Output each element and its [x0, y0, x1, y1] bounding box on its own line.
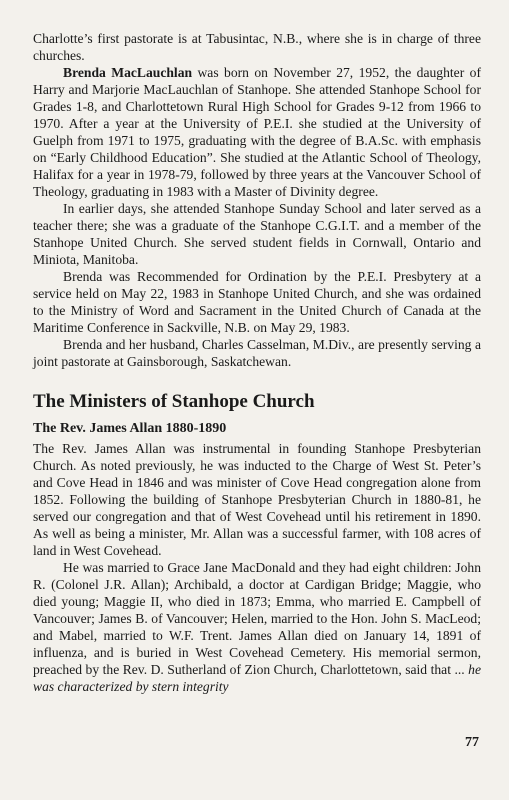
paragraph-brenda-ordination: Brenda was Recommended for Ordination by the P.E.I. Presbytery at a service held on May 22, 1983 in Stanhope United Church, and she was ordained to the Ministry of Word and Sacrament in the United Church of Canada at the Maritime Conference in Sackville, N.B. on May 29, 1983.: [33, 269, 481, 335]
page-number: 77: [465, 735, 479, 750]
subheading-james-allan: The Rev. James Allan 1880-1890: [33, 421, 227, 436]
paragraph-james-allan-founding: The Rev. James Allan was instrumental in founding Stanhope Presbyterian Church. As noted previously, he was inducted to the Charge of West St. Peter’s and Cove Head in 1846 and was minister of Cove Head congregation alone from 1852. Following the building of Stanhope Presbyterian Church in 1880-81, he served our congregation and that of West Covehead until his retirement in 1890. As well as being a minister, Mr. Allan was a successful farmer, with 108 acres of land in West Covehead.: [33, 441, 481, 558]
section-heading-ministers: The Ministers of Stanhope Church: [33, 391, 315, 412]
brenda-name: Brenda MacLauchlan: [63, 65, 193, 80]
paragraph-brenda-early-days: In earlier days, she attended Stanhope Sunday School and later served as a teacher there; she was a graduate of the Stanhope C.G.I.T. and a member of the Stanhope United Church. She served student fields in Cornwall, Ontario and Miniota, Manitoba.: [33, 201, 481, 267]
paragraph-brenda-pastorate: Brenda and her husband, Charles Casselman, M.Div., are presently serving a joint pastorate at Gainsborough, Saskatchewan.: [33, 337, 481, 369]
memorial-quote-italic: he was characterized by stern integrity: [33, 662, 481, 694]
paragraph-charlotte-pastorate: Charlotte’s first pastorate is at Tabusintac, N.B., where she is in charge of three churches.: [33, 31, 481, 63]
james-allan-family-text: He was married to Grace Jane MacDonald and they had eight children: John R. (Colonel J.R. Allan); Archibald, a doctor at Cardigan Bridge; Maggie, who died young; Maggie II, who died in 1873; Emma, who married E. Campbell of Vancouver; James B. of Vancouver; Helen, married to the Hon. John S. MacLeod; and Mabel, married to W.F. Trent. James Allan died on January 14, 1891 of influenza, and is buried in West Covehead Cemetery. His memorial sermon, preached by the Rev. D. Sutherland of Zion Church, Charlottetown, said that ...: [33, 560, 481, 677]
brenda-biography-text: was born on November 27, 1952, the daughter of Harry and Marjorie MacLauchlan of Stanhope. She attended Stanhope School for Grades 1-8, and Charlottetown Rural High School for Grades 9-12 from 1966 to 1970. After a year at the University of P.E.I. she studied at the University of Guelph from 1971 to 1975, graduating with the degree of B.A.Sc. with emphasis on “Early Childhood Education”. She studied at the Atlantic School of Theology, Halifax for a year in 1978-79, followed by three years at the Vancouver School of Theology, graduating in 1983 with a Master of Divinity degree.: [33, 65, 481, 199]
paragraph-brenda-biography: [33, 64, 481, 200]
paragraph-james-allan-family: [33, 559, 481, 695]
